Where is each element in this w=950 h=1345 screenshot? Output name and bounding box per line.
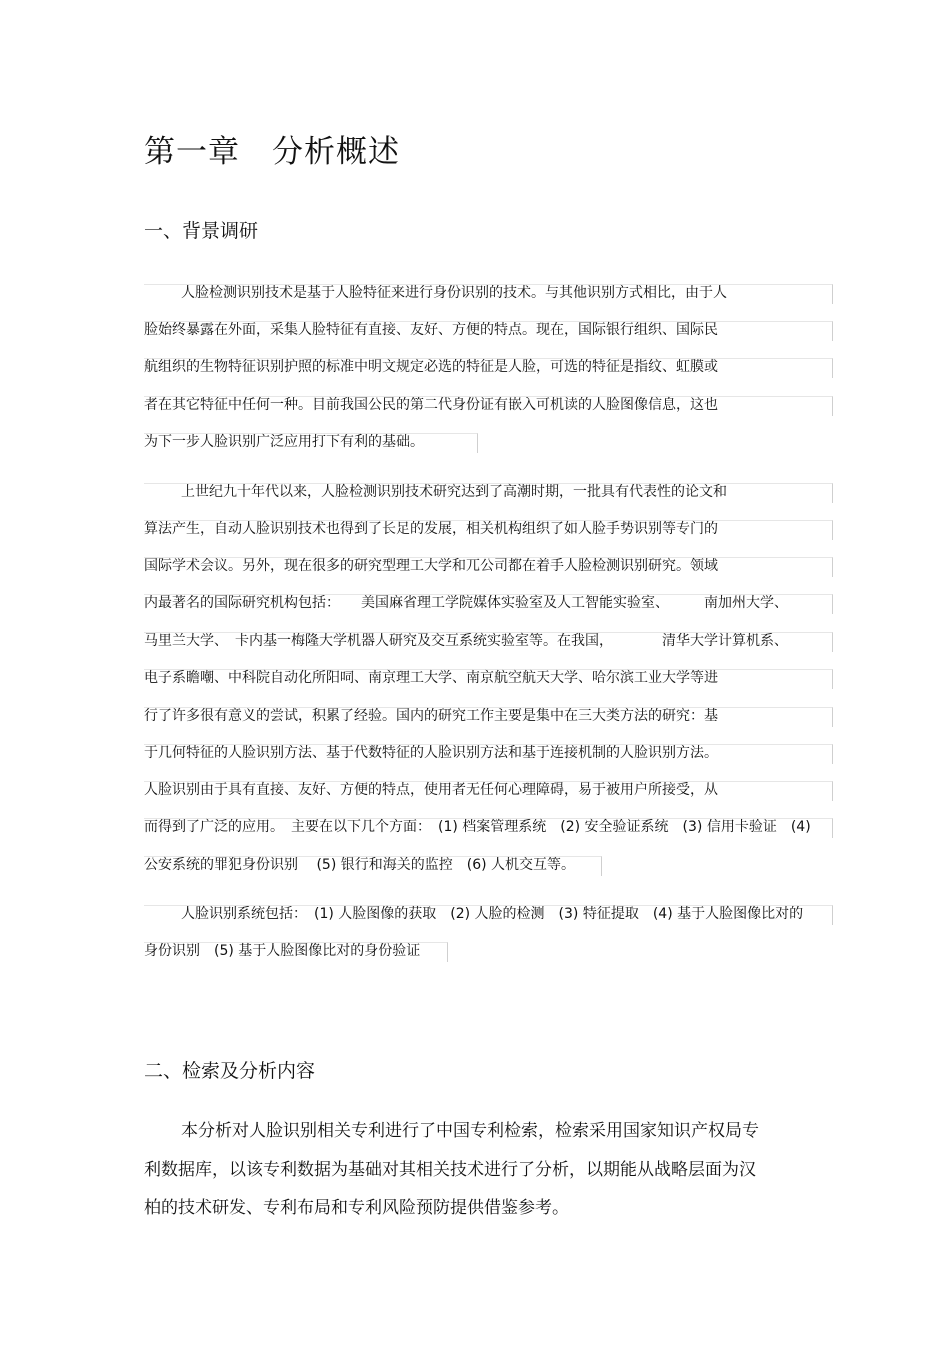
paragraph-line: 马里兰大学、 卡内基一梅隆大学机器人研究及交互系统实验室等。在我国， 清华大学计算机系、 [144,633,788,649]
paragraph-line: 人脸检测识别技术是基于人脸特征来进行身份识别的技术。与其他识别方式相比，由于人 [181,285,727,301]
paragraph-line: 电子系瞻嘲、中科院自动化所阳呞、南京理工大学、南京航空航天大学、哈尔滨工业大学等进 [144,670,718,686]
paragraph-line: 者在其它特征中任何一种。目前我国公民的第二代身份证有嵌入可机读的人脸图像信息，这也 [144,397,718,413]
paragraph-line: 国际学术会议。另外，现在很多的研究型理工大学和兀公司都在着手人脸检测识别研究。领域 [144,558,718,574]
paragraph-line: 而得到了广泛的应用。 主要在以下几个方面： (1) 档案管理系统 (2) 安全验证系统 (3) 信用卡验证 (4) [144,819,811,835]
paragraph-line: 利数据库，以该专利数据为基础对其相关技术进行了分析，以期能从战略层面为汉 [144,1160,756,1180]
paragraph-line: 上世纪九十年代以来，人脸检测识别技术研究达到了高潮时期，一批具有代表性的论文和 [181,484,727,500]
section-heading-retrieval: 二、检索及分析内容 [144,1060,316,1082]
paragraph-line: 本分析对人脸识别相关专利进行了中国专利检索，检索采用国家知识产权局专 [181,1121,759,1141]
paragraph-line: 公安系统的罪犯身份识别 (5) 银行和海关的监控 (6) 人机交互等。 [144,857,576,873]
paragraph-line: 人脸识别系统包括： (1) 人脸图像的获取 (2) 人脸的检测 (3) 特征提取 (4) 基于人脸图像比对的 [181,906,804,922]
paragraph-line: 柏的技术研发、专利布局和专利风险预防提供借鉴参考。 [144,1198,569,1218]
paragraph-line: 人脸识别由于具有直接、友好、方便的特点，使用者无任何心理障碍，易于被用户所接受，从 [144,782,718,798]
paragraph-line: 行了许多很有意义的尝试，积累了经验。国内的研究工作主要是集中在三大类方法的研究：基 [144,708,718,724]
paragraph-line: 航组织的生物特征识别护照的标准中明文规定必选的特征是人脸，可选的特征是指纹、虹膜或 [144,359,718,375]
section-heading-background: 一、背景调研 [144,220,259,242]
chapter-title: 第一章 分析概述 [144,134,400,170]
paragraph-line: 为下一步人脸识别广泛应用打下有利的基础。 [144,434,424,450]
paragraph-line: 算法产生，自动人脸识别技术也得到了长足的发展，相关机构组织了如人脸手势识别等专门的 [144,521,718,537]
paragraph-line: 脸始终暴露在外面，采集人脸特征有直接、友好、方便的特点。现在，国际银行组织、国际民 [144,322,718,338]
paragraph-line: 于几何特征的人脸识别方法、基于代数特征的人脸识别方法和基于连接机制的人脸识别方法。 [144,745,718,761]
paragraph-line: 内最著名的国际研究机构包括： 美国麻省理工学院媒体实验室及人工智能实验室、 南加州大学、 [144,595,788,611]
paragraph-line: 身份识别 (5) 基于人脸图像比对的身份验证 [144,943,421,959]
